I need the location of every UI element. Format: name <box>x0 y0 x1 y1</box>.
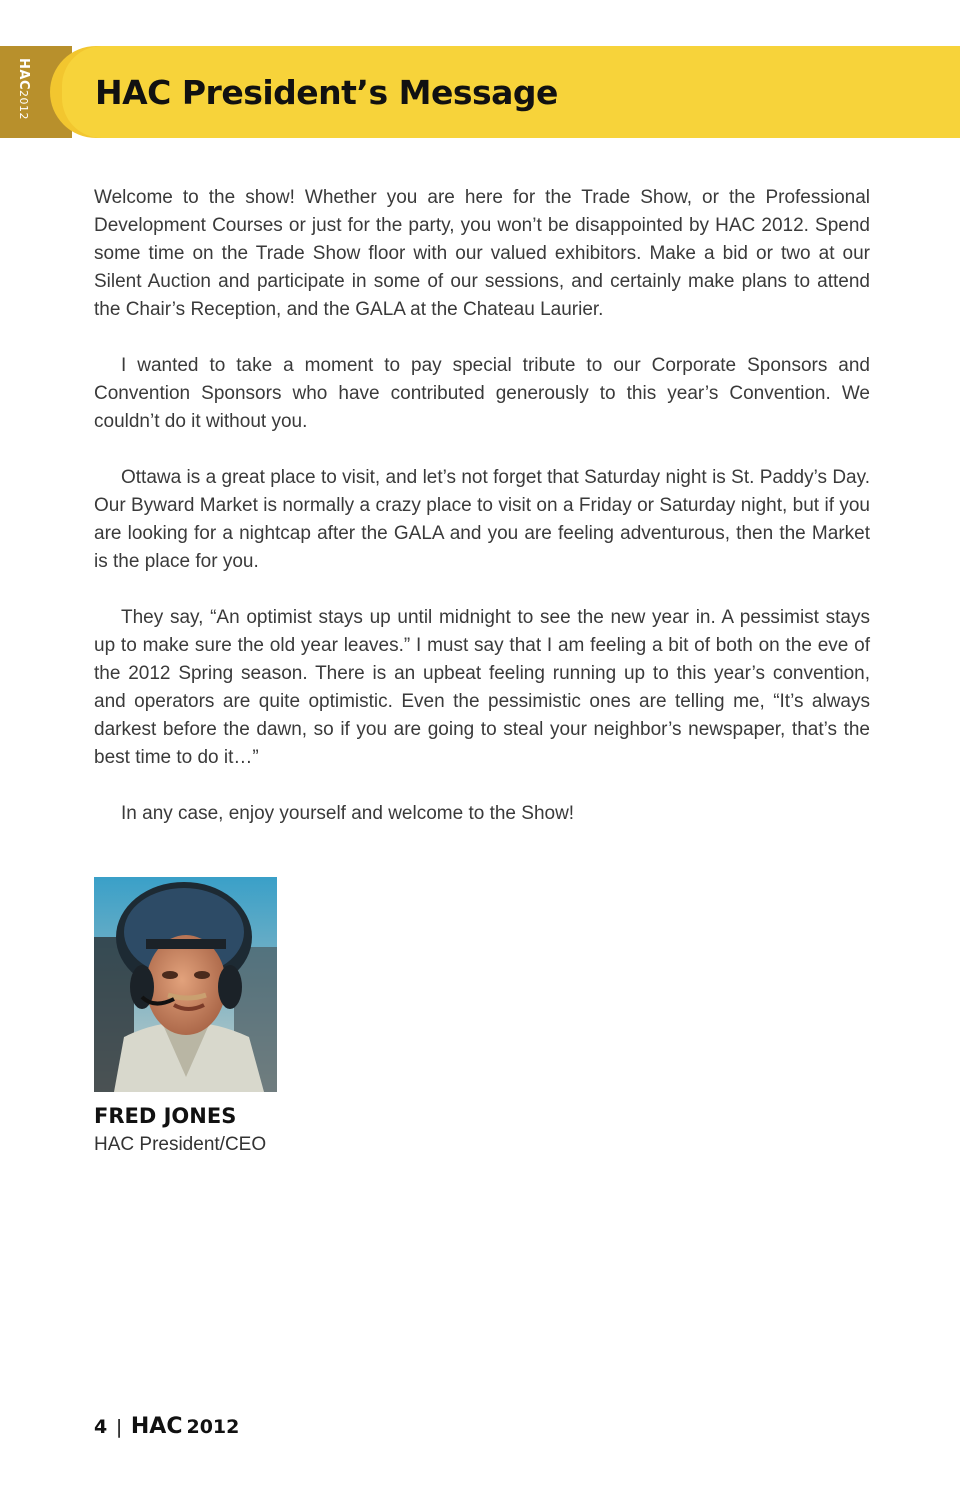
page-title: HAC President’s Message <box>95 73 558 112</box>
page-number: 4 <box>94 1416 108 1438</box>
message-paragraph-4: They say, “An optimist stays up until midnight to see the new year in. A pessimist stays up to make sure the old year leaves.” I must say that I am feeling a bit of both on the eve of the 2012 Spring season. There is an upbeat feeling running up to this year’s convention, and operators are quite optimistic. Even the pessimistic ones are telling me, “It’s always darkest before the dawn, so if you are going to steal your neighbor’s newspaper, that’s the best time to do it…” <box>94 607 870 768</box>
portrait-illustration <box>94 877 277 1092</box>
message-body <box>94 184 870 856</box>
footer-brand: HAC <box>130 1414 183 1439</box>
message-paragraph-2: I wanted to take a moment to pay special tribute to our Corporate Sponsors and Convention Sponsors who have contributed generously to this year’s Convention. We couldn’t do it without you. <box>94 355 870 432</box>
side-tab-brand: HAC <box>16 58 31 90</box>
signer-title: HAC President/CEO <box>94 1134 267 1155</box>
message-paragraph-3: Ottawa is a great place to visit, and let’s not forget that Saturday night is St. Paddy’s Day. Our Byward Market is normally a crazy place to visit on a Friday or Saturday night, but if you are looking for a nightcap after the GALA and you are feeling adventurous, then the Market is the place for you. <box>94 467 870 572</box>
side-tab-label <box>16 58 31 120</box>
page-footer <box>94 1414 239 1439</box>
president-portrait-photo <box>94 877 277 1092</box>
footer-year: 2012 <box>186 1416 240 1438</box>
message-paragraph-1: Welcome to the show! Whether you are here for the Trade Show, or the Professional Development Courses or just for the party, you won’t be disappointed by HAC 2012. Spend some time on the Trade Show floor with our valued exhibitors. Make a bid or two at our Silent Auction and participate in some of our sessions, and certainly make plans to attend the Chair’s Reception, and the GALA at the Chateau Laurier. <box>94 187 870 320</box>
message-paragraph-5: In any case, enjoy yourself and welcome to the Show! <box>121 803 575 824</box>
signer-name: FRED JONES <box>94 1104 237 1128</box>
footer-separator: | <box>115 1416 123 1438</box>
side-tab-year: 2012 <box>17 89 30 120</box>
